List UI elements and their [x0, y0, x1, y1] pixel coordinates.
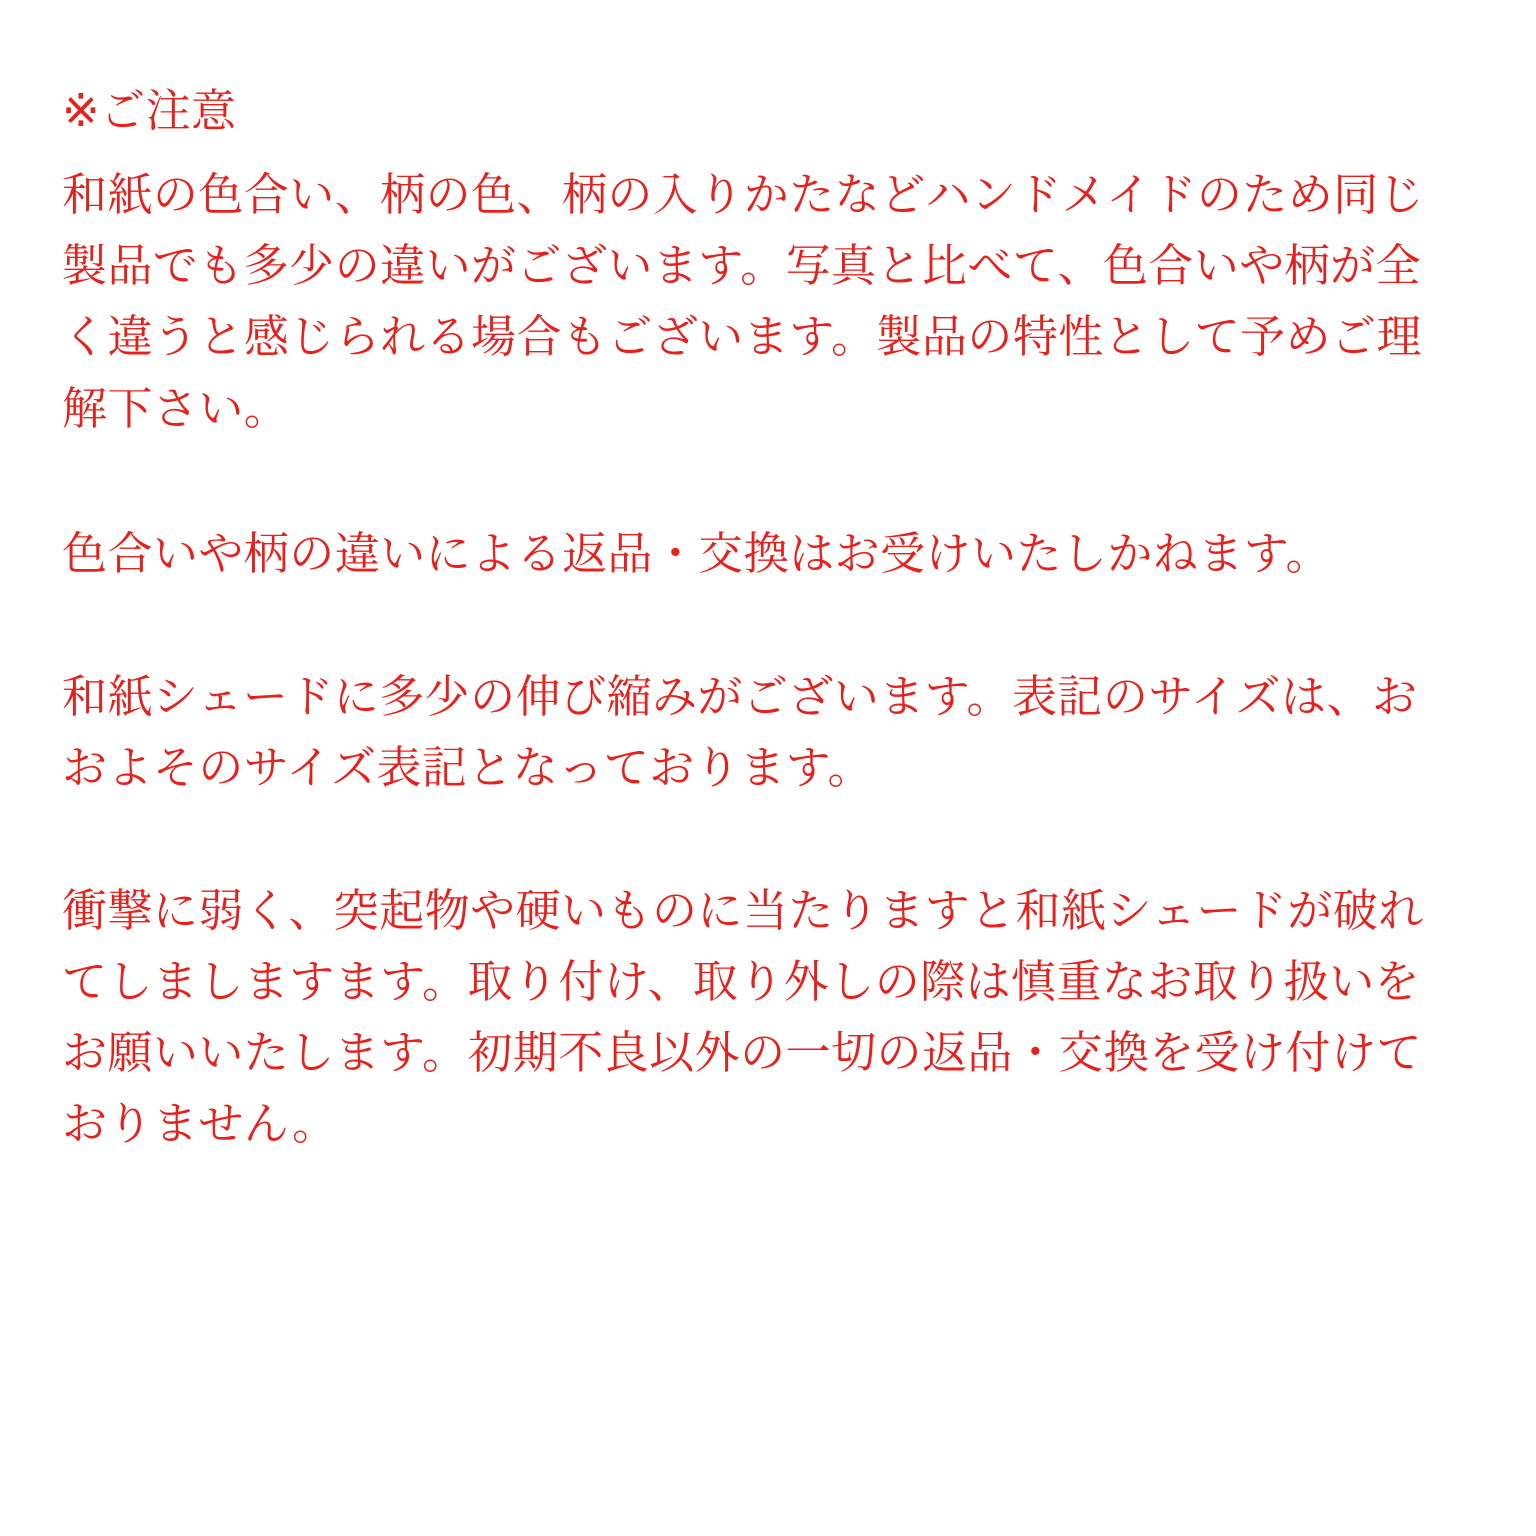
paragraph-spacer: [62, 589, 1476, 661]
notice-paragraph-handmade-variation: 和紙の色合い、柄の色、柄の入りかたなどハンドメイドのため同じ製品でも多少の違いがございます。写真と比べて、色合いや柄が全く違うと感じられる場合もございます。製品の特性として予めご理解下さい。: [62, 168, 1425, 435]
notice-paragraph-size-approximate: 和紙シェードに多少の伸び縮みがございます。表記のサイズは、おおよそのサイズ表記となっております。: [62, 669, 1418, 794]
paragraph-spacer: [62, 803, 1476, 875]
notice-paragraph-fragile-handling: 衝撃に弱く、突起物や硬いものに当たりますと和紙シェードが破れてしましますます。取り付け、取り外しの際は慎重なお取り扱いをお願いいたします。初期不良以外の一切の返品・交換を受け付けておりません。: [62, 883, 1424, 1151]
notice-paragraph-no-returns-color: 色合いや柄の違いによる返品・交換はお受けいたしかねます。: [62, 526, 1332, 580]
notice-heading: ※ご注意: [62, 84, 237, 137]
notice-body: [62, 159, 1476, 1159]
paragraph-spacer: [62, 444, 1476, 518]
